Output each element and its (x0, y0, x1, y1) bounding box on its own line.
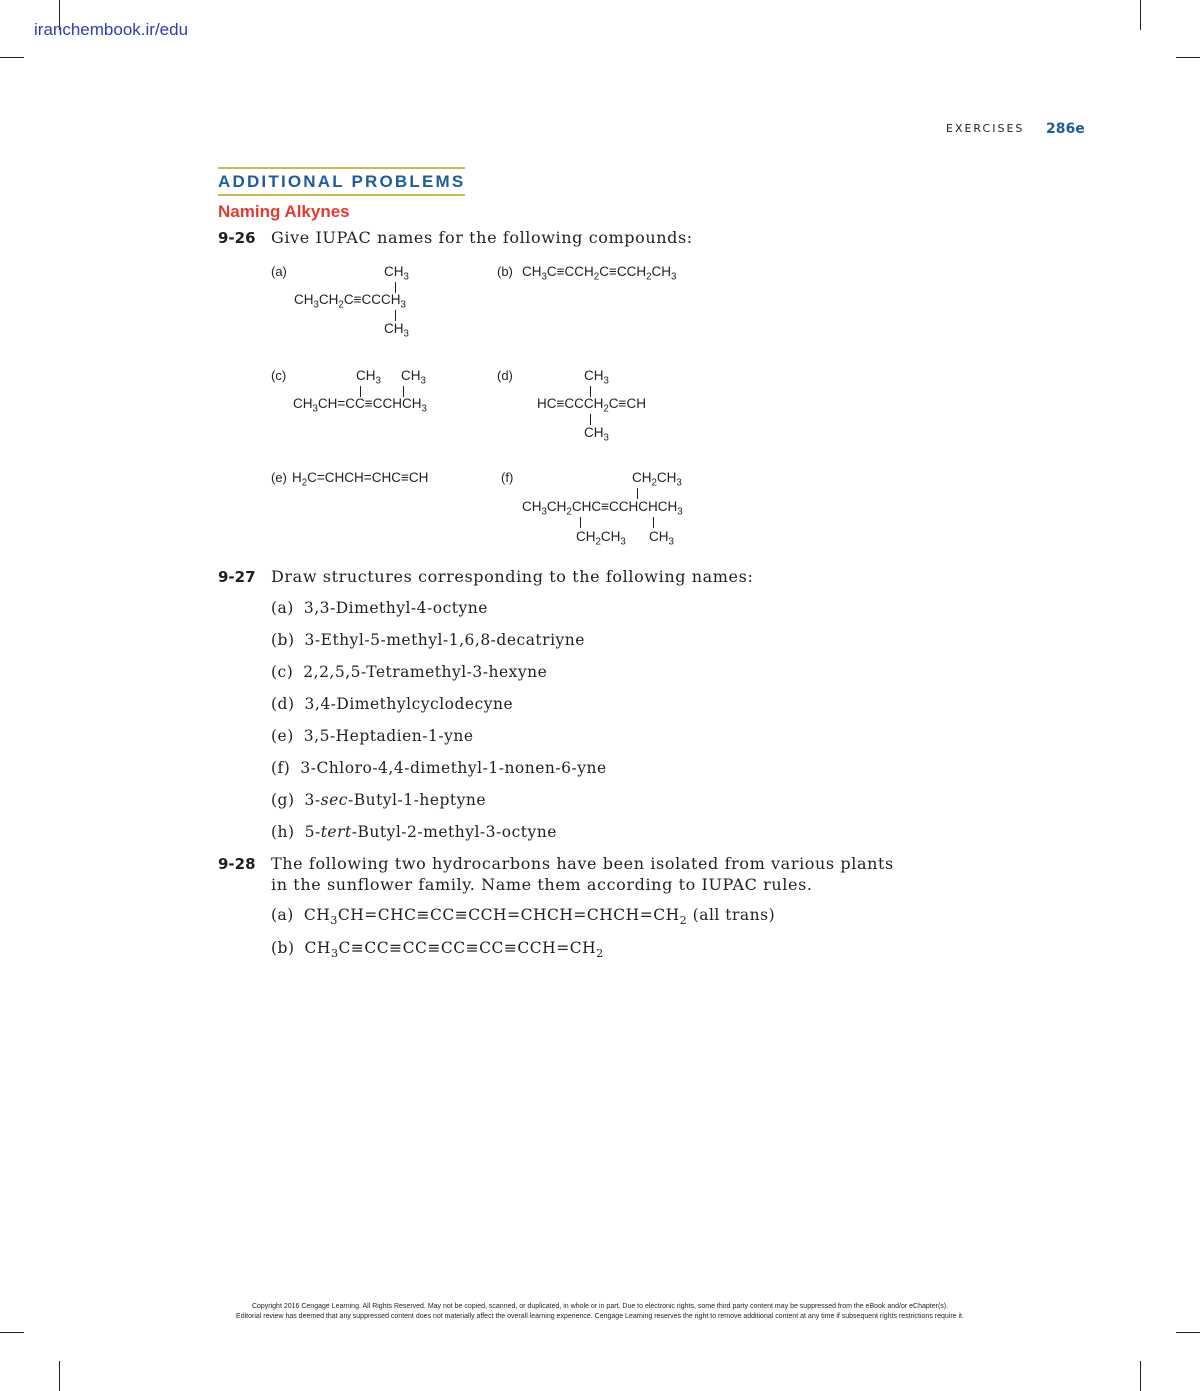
name-item: (e) 3,5-Heptadien-1-yne (271, 727, 474, 745)
crop-mark (1140, 1361, 1141, 1391)
bond-line (637, 488, 638, 499)
bond-line (653, 517, 654, 528)
problem-number: 9-27 (218, 568, 256, 586)
running-head: EXERCISES (946, 122, 1025, 135)
crop-mark (0, 1332, 24, 1333)
formula-item: (b) $CH_3C\equiv CC\equiv CC\equiv CC\equiv CC\equiv CCH=CH_2$ (271, 939, 604, 961)
name-item: (h) 5-tert-Butyl-2-methyl-3-octyne (271, 823, 557, 841)
structure-label: (f) (501, 470, 514, 485)
problem-text: Give IUPAC names for the following compounds: (271, 228, 693, 247)
formula-item: (a) $CH_3CH=CHC\equiv CC\equiv CCH=CHCH=CHCH=CH_2$ (all trans) (271, 906, 776, 928)
problem-text: Draw structures corresponding to the following names: (271, 567, 754, 586)
structure-substituent: $CH_3$ (384, 321, 409, 340)
structure-substituent: $CH_3$ (356, 368, 381, 387)
watermark-link[interactable]: iranchembook.ir/edu (34, 20, 189, 39)
copyright-line: Copyright 2016 Cengage Learning. All Rights Reserved. May not be copied, scanned, or duplicated, in whole or in part. Due to electronic rights, some third party content may be suppressed from the eBook and/or eChapter(s). (251, 1303, 949, 1310)
structure-formula: $CH_3CH_2C\equiv CCCH_3$ (294, 292, 406, 311)
problem-text-line: in the sunflower family. Name them according to IUPAC rules. (271, 875, 813, 894)
crop-mark (1140, 0, 1141, 30)
structure-label: (b) (497, 264, 513, 279)
bond-line (590, 414, 591, 425)
structure-substituent: $CH_2CH_3$ (576, 529, 626, 548)
structure-formula: $CH_3CH=CC\equiv CCHCH_3$ (293, 396, 427, 415)
structure-formula: $CH_3CH_2CHC\equiv CCHCHCH_3$ (522, 499, 683, 518)
name-item: (c) 2,2,5,5-Tetramethyl-3-hexyne (271, 663, 548, 681)
bond-line (395, 310, 396, 321)
bond-line (580, 517, 581, 528)
structure-label: (a) (271, 264, 287, 279)
problem-text-line: The following two hydrocarbons have been isolated from various plants (271, 854, 894, 873)
structure-label: (e) (271, 470, 287, 485)
crop-mark (0, 57, 24, 58)
structure-label: (d) (497, 368, 513, 383)
structure-label: (c) (271, 368, 287, 383)
subsection-title: Naming Alkynes (218, 202, 350, 221)
crop-mark (1176, 57, 1200, 58)
structure-formula: $CH_3C\equiv CCH_2C\equiv CCH_2CH_3$ (522, 264, 677, 283)
name-item: (d) 3,4-Dimethylcyclodecyne (271, 695, 514, 713)
problem-number: 9-28 (218, 855, 256, 873)
crop-mark (1176, 1332, 1200, 1333)
structure-substituent: $CH_3$ (584, 425, 609, 444)
section-title: ADDITIONAL PROBLEMS (218, 167, 465, 196)
page-number: 286e (1046, 121, 1085, 137)
copyright-line: Editorial review has deemed that any suppressed content does not materially affect the overall learning experience. Cengage Learning reserves the right to remove additional content at any time if subsequent rights restrictions require it. (236, 1313, 964, 1320)
name-item: (a) 3,3-Dimethyl-4-octyne (271, 599, 488, 617)
structure-substituent: $CH_3$ (384, 264, 409, 283)
structure-substituent: $CH_2CH_3$ (632, 470, 682, 489)
structure-substituent: $CH_3$ (649, 529, 674, 548)
structure-formula: $H_2C=CHCH=CHC\equiv CH$ (292, 470, 429, 489)
name-item: (b) 3-Ethyl-5-methyl-1,6,8-decatriyne (271, 631, 585, 649)
structure-formula: $HC\equiv CCCH_2C\equiv CH$ (537, 396, 646, 415)
name-item: (f) 3-Chloro-4,4-dimethyl-1-nonen-6-yne (271, 759, 607, 777)
problem-number: 9-26 (218, 229, 256, 247)
structure-substituent: $CH_3$ (584, 368, 609, 387)
crop-mark (59, 1361, 60, 1391)
structure-substituent: $CH_3$ (401, 368, 426, 387)
name-item: (g) 3-sec-Butyl-1-heptyne (271, 791, 487, 809)
